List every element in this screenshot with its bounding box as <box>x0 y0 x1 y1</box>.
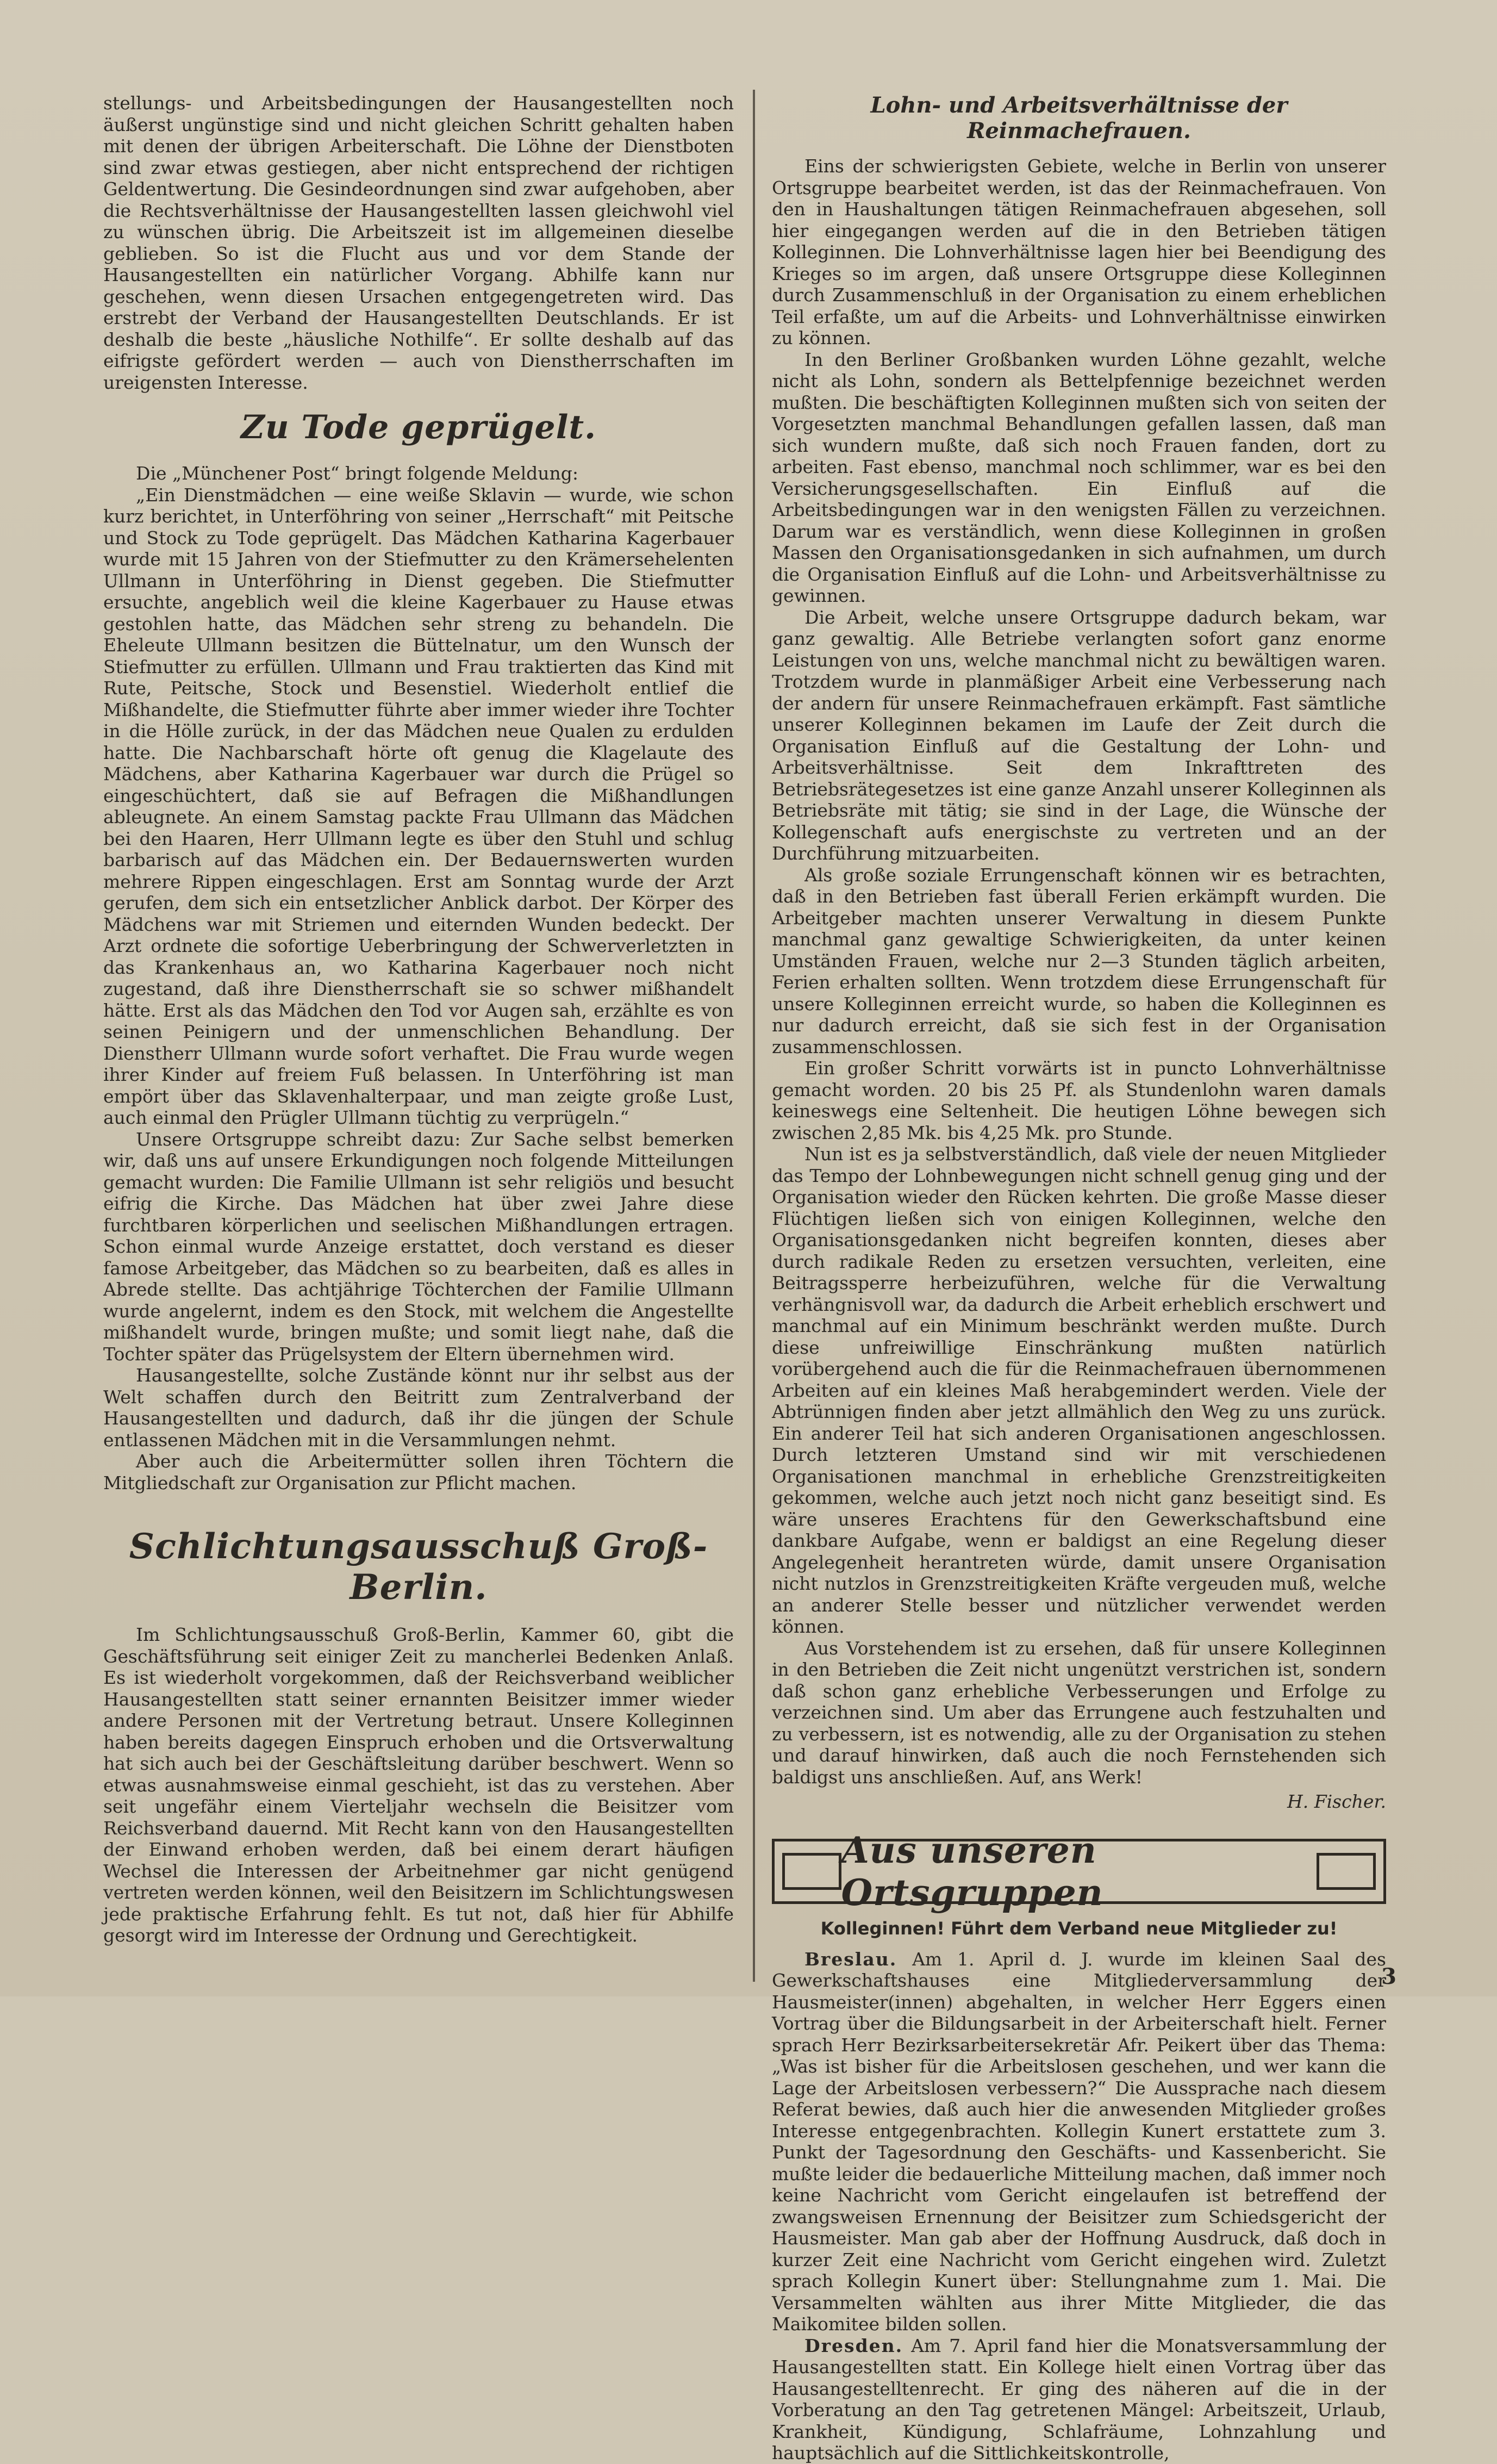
article-paragraph: Hausangestellte, solche Zustände könnt nur ihr selbst aus der Welt schaffen durch den Beitritt zum Zentralverband der Hausangestellten und dadurch, daß ihr die jüngen der Schule entlassenen Mädchen mit in die Versammlungen nehmt. <box>103 1365 734 1451</box>
intro-paragraph: stellungs- und Arbeitsbedingungen der Hausangestellten noch äußerst ungünstige sind und nicht gleichen Schritt gehalten haben mit denen der übrigen Arbeiterschaft. Die Löhne der Dienstboten sind zwar etwas gestiegen, aber nicht entsprechend der richtigen Geldentwertung. Die Gesindeordnungen sind zwar aufgehoben, aber die Rechtsverhältnisse der Hausangestellten lassen gleichwohl viel zu wünschen übrig. Die Arbeitszeit ist im allgemeinen dieselbe geblieben. So ist die Flucht aus und vor dem Stande der Hausangestellten ein natürlicher Vorgang. Abhilfe kann nur geschehen, wenn diesen Ursachen entgegengetreten wird. Das erstrebt der Verband der Hausangestellten Deutschlands. Er ist deshalb die beste „häusliche Nothilfe“. Er sollte deshalb auf das eifrigste gefördert werden — auch von Dienstherrschaften im ureigensten Interesse. <box>103 92 734 393</box>
right-column <box>772 92 1386 2464</box>
article-paragraph: In den Berliner Großbanken wurden Löhne gezahlt, welche nicht als Lohn, sondern als Bettelpfennige bezeichnet werden mußten. Die beschäftigten Kolleginnen mußten sich von seiten der Vorgesetzten manchmal Behandlungen gefallen lassen, daß man sich wundern mußte, daß sich noch Frauen fanden, dort zu arbeiten. Fast ebenso, manchmal noch schlimmer, war es bei den Versicherungsgesellschaften. Ein Einfluß auf die Arbeitsbedingungen war in den wenigsten Fällen zu verzeichnen. Darum war es verständlich, wenn diese Kolleginnen in großen Massen den Organisationsgedanken in sich aufnahmen, um durch die Organisation Einfluß auf die Lohn- und Arbeitsverhältnisse zu gewinnen. <box>772 349 1386 606</box>
decorative-box-right <box>1317 1853 1376 1890</box>
article-paragraph: Unsere Ortsgruppe schreibt dazu: Zur Sache selbst bemerken wir, daß uns auf unsere Erkundigungen noch folgende Mitteilungen gemacht wurden: Die Familie Ullmann ist sehr religiös und besucht eifrig die Kirche. Das Mädchen hat über zwei Jahre diese furchtbaren körperlichen und seelischen Mißhandlungen ertragen. Schon einmal wurde Anzeige erstattet, doch verstand es dieser famose Arbeitgeber, das Mädchen so zu bearbeiten, daß es alles in Abrede stellte. Das achtjährige Töchterchen der Familie Ullmann wurde angelernt, indem es den Stock, mit welchem die Angestellte mißhandelt wurde, bringen mußte; und somit liegt nahe, daß die Tochter später das Prügelsystem der Eltern übernehmen wird. <box>103 1128 734 1365</box>
article-headline-zu-tode-gepruegelt: Zu Tode geprügelt. <box>241 408 596 446</box>
left-column <box>103 92 734 1946</box>
article-paragraph: Ein großer Schritt vorwärts ist in puncto Lohnverhältnisse gemacht worden. 20 bis 25 Pf. als Stundenlohn waren damals keineswegs eine Seltenheit. Die heutigen Löhne bewegen sich zwischen 2,85 Mk. bis 4,25 Mk. pro Stunde. <box>772 1057 1386 1143</box>
article-headline-reinmachefrauen: Lohn- und Arbeitsverhältnisse der Reinmachefrauen. <box>870 92 1288 144</box>
article-paragraph: Die „Münchener Post“ bringt folgende Meldung: <box>136 463 579 484</box>
section-slogan: Kolleginnen! Führt dem Verband neue Mitglieder zu! <box>820 1918 1338 1939</box>
section-header-title: Aus unseren Ortsgruppen <box>841 1828 1103 1914</box>
report-paragraph-dresden <box>772 2335 1386 2464</box>
article-signature: H. Fischer. <box>1287 1791 1386 1812</box>
report-text: Am 1. April d. J. wurde im kleinen Saal des Gewerkschaftshauses eine Mitgliederversammlung der Hausmeister(innen) abgehalten, in welcher Herr Eggers einen Vortrag über die Bildungsarbeit in der Arbeiterschaft hielt. Ferner sprach Herr Bezirksarbeitersekretär Afr. Peikert über das Thema: „Was ist bisher für die Arbeitslosen geschehen, und wer kann die Lage der Arbeitslosen verbessern?“ Die Aussprache nach diesem Referat bewies, daß auch hier die anwesenden Mitglieder großes Interesse entgegenbrachten. Kollegin Kunert erstattete zum 3. Punkt der Tagesordnung den Geschäfts- und Kassenbericht. Sie mußte leider die bedauerliche Mitteilung machen, daß immer noch keine Nachricht vom Gericht eingelaufen ist betreffend der zwangsweisen Ernennung der Beisitzer zum Schiedsgericht der Hausmeister. Man gab aber der Hoffnung Ausdruck, daß doch in kurzer Zeit eine Nachricht vom Gericht eingehen wird. Zuletzt sprach Kollegin Kunert über: Stellungnahme zum 1. Mai. Die Versammelten wählten aus ihrer Mitte Mitglieder, die das Maikomitee bilden sollen. <box>772 1948 1386 2335</box>
report-paragraph-breslau <box>772 1949 1386 2335</box>
decorative-box-left <box>782 1853 841 1890</box>
article-paragraph: „Ein Dienstmädchen — eine weiße Sklavin — wurde, wie schon kurz berichtet, in Unterföhring von seiner „Herrschaft“ mit Peitsche und Stock zu Tode geprügelt. Das Mädchen Katharina Kagerbauer wurde mit 15 Jahren von der Stiefmutter zu den Krämersehelenten Ullmann in Unterföhring in Dienst gegeben. Die Stiefmutter ersuchte, angeblich weil die kleine Kagerbauer zu Hause etwas gestohlen hatte, das Mädchen sehr streng zu behandeln. Die Eheleute Ullmann besitzen die Büttelnatur, um den Wunsch der Stiefmutter zu erfüllen. Ullmann und Frau traktierten das Kind mit Rute, Peitsche, Stock und Besenstiel. Wiederholt entlief die Mißhandelte, die Stiefmutter führte aber immer wieder ihre Tochter in die Hölle zurück, in der das Mädchen neue Qualen zu erdulden hatte. Die Nachbarschaft hörte oft genug die Klagelaute des Mädchens, aber Katharina Kagerbauer war durch die Prügel so eingeschüchtert, daß sie auf Befragen die Mißhandlungen ableugnete. An einem Samstag packte Frau Ullmann das Mädchen bei den Haaren, Herr Ullmann legte es über den Stuhl und schlug barbarisch auf das Mädchen ein. Der Bedauernswerten wurden mehrere Rippen eingeschlagen. Erst am Sonntag wurde der Arzt gerufen, dem sich ein entsetzlicher Anblick darbot. Der Körper des Mädchens war mit Striemen und eiternden Wunden bedeckt. Der Arzt ordnete die sofortige Ueberbringung der Schwerverletzten in das Krankenhaus an, wo Katharina Kagerbauer noch nicht zugestand, daß ihre Dienstherrschaft sie so schwer mißhandelt hätte. Erst als das Mädchen den Tod vor Augen sah, erzählte es von seinen Peinigern und der unmenschlichen Behandlung. Der Dienstherr Ullmann wurde sofort verhaftet. Die Frau wurde wegen ihrer Kinder auf freiem Fuß belassen. In Unterföhring ist man empört über das Sklavenhalterpaar, und man zeigte große Lust, auch einmal den Prügler Ullmann tüchtig zu verprügeln.“ <box>103 484 734 1128</box>
article-paragraph: Im Schlichtungsausschuß Groß-Berlin, Kammer 60, gibt die Geschäftsführung seit einiger Zeit zu mancherlei Bedenken Anlaß. Es ist wiederholt vorgekommen, daß der Reichsverband weiblicher Hausangestellten statt seiner ernannten Beisitzer immer wieder andere Personen mit der Vertretung betraut. Unsere Kolleginnen haben bereits dagegen Einspruch erhoben und die Ortsverwaltung hat sich auch bei der Geschäftsleitung darüber beschwert. Wenn so etwas ausnahmsweise einmal geschieht, ist das zu verstehen. Aber seit ungefähr einem Vierteljahr wechseln die Beisitzer vom Reichsverband dauernd. Mit Recht kann von den Hausangestellten der Einwand erhoben werden, daß bei einem derart häufigen Wechsel die Interessen der Arbeitnehmer gar nicht genügend vertreten werden können, weil den Beisitzern im Schlichtungswesen jede praktische Erfahrung fehlt. Es tut not, daß hier für Abhilfe gesorgt wird im Interesse der Ordnung und Gerechtigkeit. <box>103 1624 734 1946</box>
report-city: Dresden. <box>804 2335 903 2356</box>
article-paragraph: Aber auch die Arbeitermütter sollen ihren Töchtern die Mitgliedschaft zur Organisation zur Pflicht machen. <box>103 1451 734 1494</box>
article-paragraph: Eins der schwierigsten Gebiete, welche in Berlin von unserer Ortsgruppe bearbeitet werden, ist das der Reinmachefrauen. Von den in Haushaltungen tätigen Reinmachefrauen abgesehen, soll hier eingegangen werden auf die in den Betrieben tätigen Kolleginnen. Die Lohnverhältnisse lagen hier bei Beendigung des Krieges so im argen, daß unsere Ortsgruppe diese Kolleginnen durch Zusammenschluß in der Organisation zu einem erheblichen Teil erfaßte, um auf die Arbeits- und Lohnverhältnisse einwirken zu können. <box>772 155 1386 349</box>
article-paragraph: Aus Vorstehendem ist zu ersehen, daß für unsere Kolleginnen in den Betrieben die Zeit nicht ungenützt verstrichen ist, sondern daß schon ganz erhebliche Verbesserungen und Erfolge zu verzeichnen sind. Um aber das Errungene auch festzuhalten und zu verbessern, ist es notwendig, alle zu der Organisation zu stehen und darauf hinwirken, daß auch die noch Fernstehenden sich baldigst uns anschließen. Auf, ans Werk! <box>772 1637 1386 1788</box>
report-text: Am 7. April fand hier die Monatsversammlung der Hausangestellten statt. Ein Kollege hielt einen Vortrag über das Hausangestelltenrecht. Er ging des näheren auf die in der Vorberatung an den Tag getretenen Mängel: Arbeitszeit, Urlaub, Krankheit, Kündigung, Schlafräume, Lohnzahlung und hauptsächlich auf die Sittlichkeitskontrolle, <box>772 2335 1387 2463</box>
article-paragraph: Die Arbeit, welche unsere Ortsgruppe dadurch bekam, war ganz gewaltig. Alle Betriebe verlangten sofort ganz enorme Leistungen von uns, welche manchmal nicht zu bewältigen waren. Trotzdem wurde in planmäßiger Arbeit eine Verbesserung nach der andern für unsere Reinmachefrauen erkämpft. Fast sämtliche unserer Kolleginnen bekamen im Laufe der Zeit durch die Organisation Einfluß auf die Gestaltung der Lohn- und Arbeitsverhältnisse. Seit dem Inkrafttreten des Betriebsrätegesetzes ist eine ganze Anzahl unserer Kolleginnen als Betriebsräte mit tätig; sie sind in der Lage, die Wünsche der Kollegenschaft aufs energischste zu vertreten und an der Durchführung mitzuarbeiten. <box>772 606 1386 864</box>
report-city: Breslau. <box>804 1948 897 1970</box>
article-paragraph: Nun ist es ja selbstverständlich, daß viele der neuen Mitglieder das Tempo der Lohnbewegungen nicht schnell genug ging und der Organisation wieder den Rücken kehrten. Die große Masse dieser Flüchtigen ließen sich von einigen Kolleginnen, welche den Organisationsgedanken nicht begreifen konnten, dieses aber durch radikale Reden zu ersetzen versuchten, verleiten, eine Beitragssperre herbeizuführen, welche für die Verwaltung verhängnisvoll war, da dadurch die Arbeit erheblich erschwert und manchmal auf ein Minimum beschränkt werden mußte. Durch diese unfreiwillige Einschränkung mußten natürlich vorübergehend auch die für die Reinmachefrauen übernommenen Arbeiten auf ein kleines Maß herabgemindert werden. Viele der Abtrünnigen finden aber jetzt allmählich den Weg zu uns zurück. Ein anderer Teil hat sich anderen Organisationen angeschlossen. Durch letzteren Umstand sind wir mit verschiedenen Organisationen manchmal in erhebliche Grenzstreitigkeiten gekommen, welche auch jetzt noch nicht ganz beseitigt sind. Es wäre unseres Erachtens für den Gewerkschaftsbund eine dankbare Aufgabe, wenn er baldigst an eine Regelung dieser Angelegenheit herantreten würde, damit unsere Organisation nicht nutzlos in Grenzstreitigkeiten Kräfte vergeuden muß, welche an anderer Stelle besser und nützlicher verwendet werden können. <box>772 1143 1386 1637</box>
column-divider <box>753 90 755 1982</box>
article-headline-schlichtungsausschuss: Schlichtungsausschuß Groß-Berlin. <box>129 1526 708 1608</box>
article-paragraph: Als große soziale Errungenschaft können wir es betrachten, daß in den Betrieben fast überall Ferien erkämpft wurden. Die Arbeitgeber machten unserer Verwaltung in diesem Punkte manchmal ganz gewaltige Schwierigkeiten, da unter keinen Umständen Frauen, welche nur 2—3 Stunden täglich arbeiten, Ferien erhalten sollten. Wenn trotzdem diese Errungenschaft für unsere Kolleginnen erreicht wurde, so haben die Kolleginnen es nur dadurch erreicht, daß sie sich fest in der Organisation zusammenschlossen. <box>772 864 1386 1057</box>
section-header-box <box>772 1828 1386 1914</box>
page-number: 3 <box>1381 1964 1396 1989</box>
